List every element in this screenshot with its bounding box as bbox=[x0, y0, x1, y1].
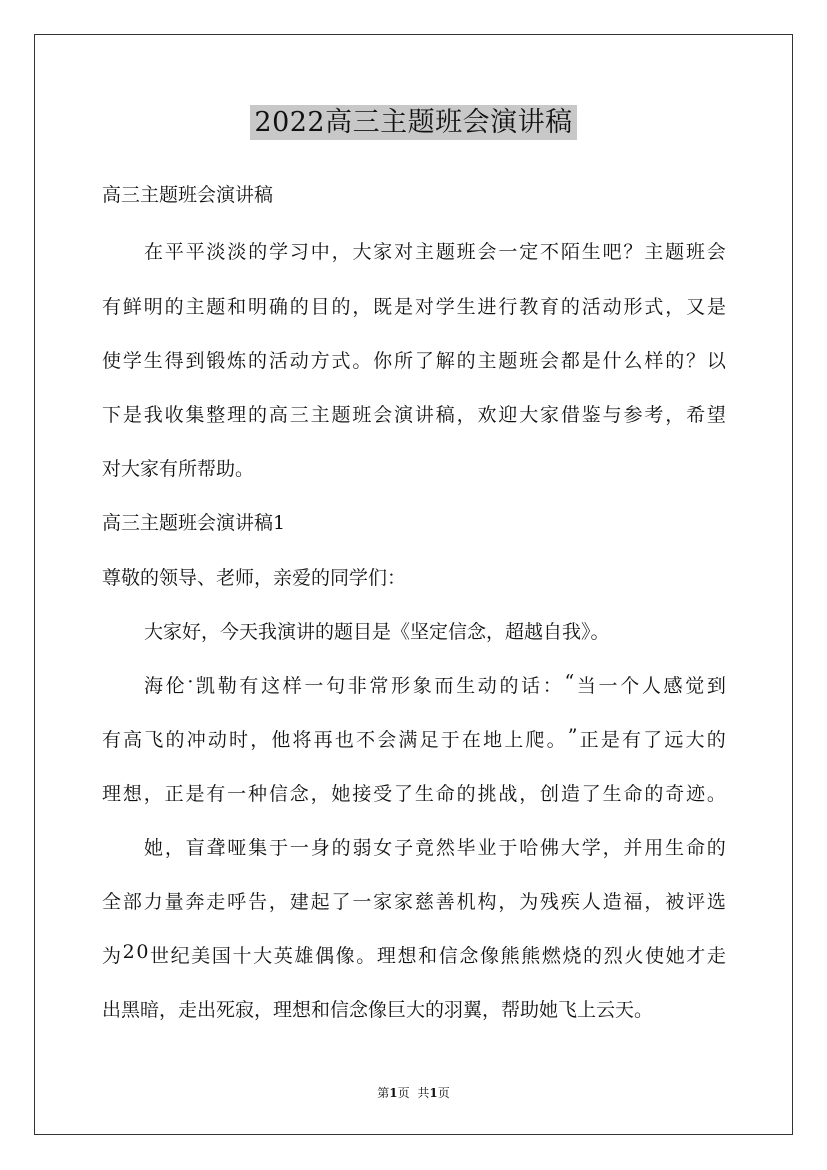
paragraph-line: 对大家有所帮助。 bbox=[102, 458, 255, 480]
section-heading: 高三主题班会演讲稿1 bbox=[102, 512, 286, 534]
paragraph-line: 在 平 平 淡 淡 的 学 习 中 ， 大 家 对 主 题 班 会 一 定 不 陌 生 吧 ？ 主 题 班 会 bbox=[144, 241, 726, 263]
footer-page-prefix: 第 bbox=[377, 1086, 390, 1100]
paragraph-line: 使 学 生 得 到 锻 炼 的 活 动 方 式 。 你 所 了 解 的 主 题 班 会 都 是 什 么 样 的 ？ 以 bbox=[102, 350, 726, 372]
paragraph-line: 全 部 力 量 奔 走 呼 告 ， 建 起 了 一 家 家 慈 善 机 构 ， 为 残 疾 人 造 福 ， 被 评 选 bbox=[102, 891, 726, 913]
paragraph-line: 为 2 0 世 纪 美 国 十 大 英 雄 偶 像 。 理 想 和 信 念 像 熊 熊 燃 烧 的 烈 火 使 她 才 走 bbox=[102, 941, 726, 967]
footer-total-pages: 1 bbox=[429, 1086, 438, 1100]
paragraph-line: 有 高 飞 的 冲 动 时 ， 他 将 再 也 不 会 满 足 于 在 地 上 爬 。 ” 正 是 有 了 远 大 的 bbox=[102, 725, 726, 751]
footer-page-current: 1 bbox=[389, 1086, 398, 1100]
paragraph-line: 海 伦 · 凯 勒 有 这 样 一 句 非 常 形 象 而 生 动 的 话 ： “ 当 一 个 人 感 觉 到 bbox=[144, 671, 726, 697]
section-heading: 高三主题班会演讲稿 bbox=[102, 184, 274, 206]
footer-page-suffix: 页 bbox=[397, 1086, 410, 1100]
document-title-wrap bbox=[0, 100, 827, 139]
paragraph-line: 大家好，今天我演讲的题目是《坚定信念，超越自我》。 bbox=[144, 621, 610, 643]
footer-total-suffix: 页 bbox=[437, 1086, 450, 1100]
paragraph-line: 出黑暗，走出死寂，理想和信念像巨大的羽翼，帮助她飞上云天。 bbox=[102, 999, 654, 1021]
footer-total-prefix: 共 bbox=[417, 1086, 430, 1100]
paragraph-line: 她 ， 盲 聋 哑 集 于 一 身 的 弱 女 子 竟 然 毕 业 于 哈 佛 大 学 ， 并 用 生 命 的 bbox=[144, 837, 726, 859]
salutation: 尊敬的领导、老师，亲爱的同学们： bbox=[102, 567, 407, 589]
paragraph-line: 下 是 我 收 集 整 理 的 高 三 主 题 班 会 演 讲 稿 ， 欢 迎 大 家 借 鉴 与 参 考 ， 希 望 bbox=[102, 404, 726, 426]
paragraph-line: 有 鲜 明 的 主 题 和 明 确 的 目 的 ， 既 是 对 学 生 进 行 教 育 的 活 动 形 式 ， 又 是 bbox=[102, 296, 726, 318]
document-title: 2022高三主题班会演讲稿 bbox=[250, 105, 576, 140]
paragraph-line: 理 想 ， 正 是 有 一 种 信 念 ， 她 接 受 了 生 命 的 挑 战 ， 创 造 了 生 命 的 奇 迹 。 bbox=[102, 783, 726, 805]
page-footer bbox=[0, 1084, 827, 1101]
